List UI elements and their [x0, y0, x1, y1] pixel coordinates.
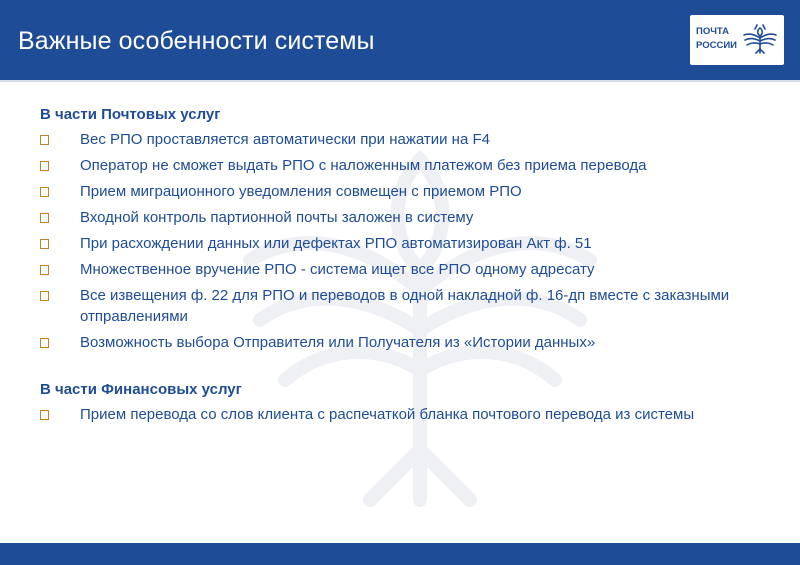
eagle-emblem-icon [740, 20, 780, 60]
bullet-list-postal [40, 129, 760, 353]
bullet-list-financial [40, 404, 760, 425]
list-item-text: Прием миграционного уведомления совмещен с приемом РПО [80, 183, 522, 200]
section-postal-services [40, 104, 760, 353]
list-item-text: Вес РПО проставляется автоматически при нажатии на F4 [80, 131, 490, 148]
outline-bullet-icon [40, 265, 49, 275]
pochta-rossii-logo [690, 15, 784, 65]
slide-content [40, 104, 760, 430]
section-heading-financial: В части Финансовых услуг [40, 381, 242, 398]
outline-bullet-icon [40, 239, 49, 249]
list-item [40, 233, 760, 254]
outline-bullet-icon [40, 187, 49, 197]
list-item [40, 404, 760, 425]
outline-bullet-icon [40, 161, 49, 171]
logo-line-1: ПОЧТА [696, 26, 729, 37]
list-item [40, 207, 760, 228]
slide-header [0, 0, 800, 80]
list-item-text: Множественное вручение РПО - система ищет все РПО одному адресату [80, 261, 595, 278]
list-item-text: Возможность выбора Отправителя или Получателя из «Истории данных» [80, 334, 596, 351]
list-item-text: Прием перевода со слов клиента с распечаткой бланка почтового перевода из системы [80, 406, 695, 423]
outline-bullet-icon [40, 291, 49, 301]
header-divider [0, 80, 800, 82]
list-item-text: При расхождении данных или дефектах РПО автоматизирован Акт ф. 51 [80, 235, 592, 252]
logo-text [696, 25, 737, 53]
slide-title: Важные особенности системы [18, 27, 375, 55]
list-item [40, 332, 760, 353]
list-item [40, 129, 760, 150]
list-item [40, 259, 760, 280]
list-item-text: Входной контроль партионной почты заложен в систему [80, 209, 474, 226]
section-financial-services [40, 379, 760, 425]
outline-bullet-icon [40, 135, 49, 145]
logo-line-2: РОССИИ [696, 40, 737, 51]
outline-bullet-icon [40, 338, 49, 348]
list-item [40, 285, 760, 327]
list-item [40, 155, 760, 176]
section-spacer [40, 358, 760, 379]
outline-bullet-icon [40, 213, 49, 223]
outline-bullet-icon [40, 410, 49, 420]
section-heading-postal: В части Почтовых услуг [40, 106, 221, 123]
list-item [40, 181, 760, 202]
slide-footer-bar [0, 543, 800, 565]
list-item-text: Оператор не сможет выдать РПО с наложенным платежом без приема перевода [80, 157, 647, 174]
list-item-text: Все извещения ф. 22 для РПО и переводов в одной накладной ф. 16-дп вместе с заказными отправлениями [80, 287, 730, 325]
